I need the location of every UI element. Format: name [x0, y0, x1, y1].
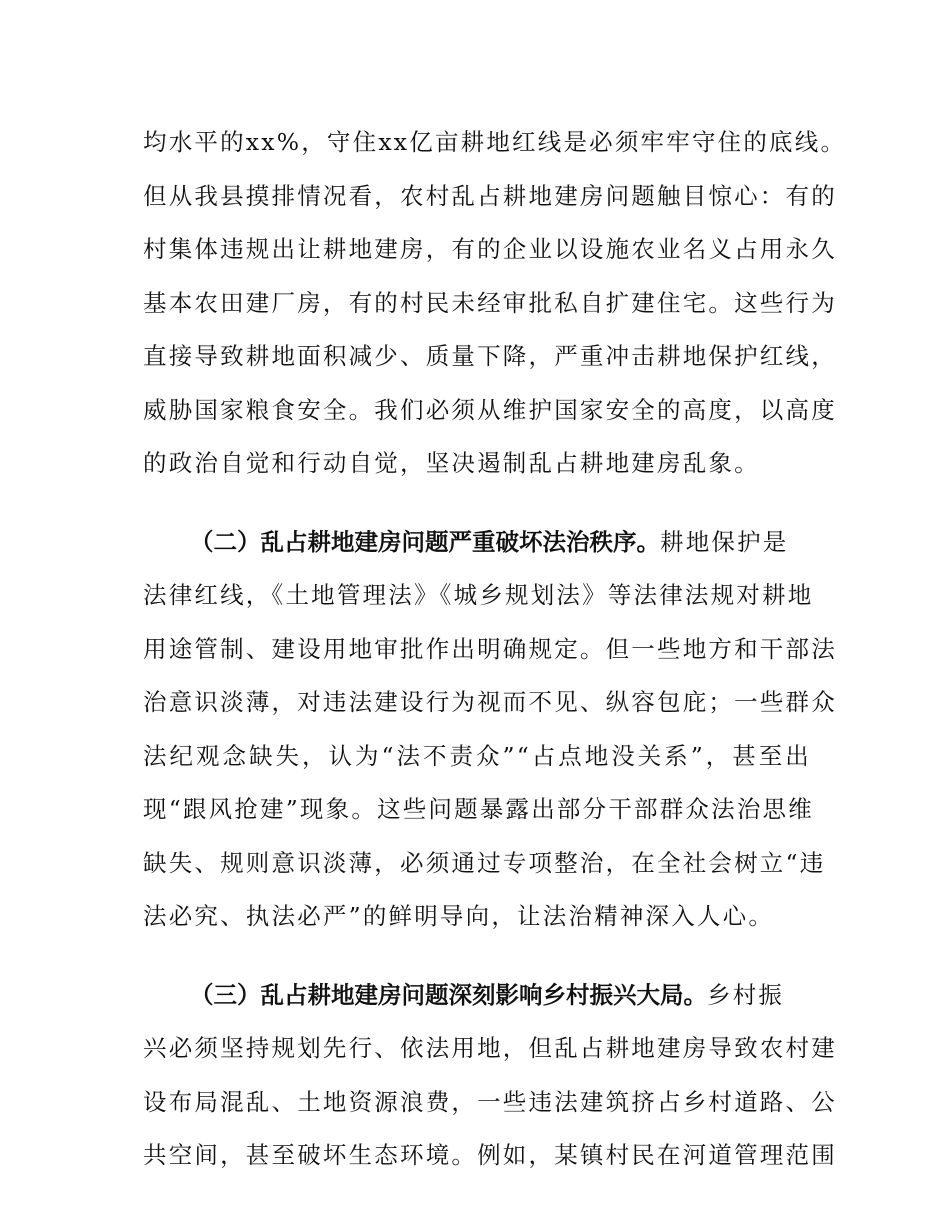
paragraph-1 — [143, 116, 847, 491]
text-line: 村集体违规出让耕地建房，有的企业以设施农业名义占用永久 — [143, 235, 837, 263]
section-heading: （二）乱占耕地建房问题严重破坏法治秩序。 — [190, 527, 660, 556]
text-line: 但从我县摸排情况看，农村乱占耕地建房问题触目惊心：有的 — [143, 181, 837, 210]
text-line: 均水平的xx%，守住xx亿亩耕地红线是必须牢牢守住的底线。 — [143, 128, 847, 156]
text-line: 缺失、规则意识淡薄，必须通过专项整治，在全社会树立“违 — [143, 848, 826, 877]
text-line: 法纪观念缺失，认为“法不责众”“占点地没关系”，甚至出 — [143, 741, 811, 770]
text-line: 共空间，甚至破坏生态环境。例如，某镇村民在河道管理范围 — [143, 1141, 837, 1169]
document-body — [143, 116, 847, 1183]
paragraph-first-line — [143, 969, 811, 1023]
text-run: 耕地保护是 — [660, 527, 789, 556]
text-line: 兴必须坚持规划先行、依法用地，但乱占耕地建房导致农村建 — [143, 1034, 837, 1062]
text-line: 用途管制、建设用地审批作出明确规定。但一些地方和干部法 — [143, 634, 837, 663]
paragraph-3 — [143, 969, 837, 1183]
paragraph-first-line — [143, 516, 811, 570]
text-line: 直接导致耕地面积减少、质量下降，严重冲击耕地保护红线， — [143, 342, 837, 370]
text-line: 法律红线，《土地管理法》《城乡规划法》等法律法规对耕地 — [143, 581, 814, 609]
paragraph-2 — [143, 516, 837, 944]
text-line: 设布局混乱、土地资源浪费，一些违法建筑挤占乡村道路、公 — [143, 1087, 837, 1116]
text-line: 现“跟风抢建”现象。这些问题暴露出部分干部群众法治思维 — [143, 795, 814, 823]
section-heading: （三）乱占耕地建房问题深刻影响乡村振兴大局。 — [190, 980, 707, 1009]
text-line: 威胁国家粮食安全。我们必须从维护国家安全的高度，以高度 — [143, 395, 837, 424]
text-line: 基本农田建厂房，有的村民未经审批私自扩建住宅。这些行为 — [143, 288, 837, 317]
text-line: 的政治自觉和行动自觉，坚决遏制乱占耕地建房乱象。 — [143, 449, 760, 477]
text-run: 乡村振 — [707, 980, 785, 1009]
text-line: 法必究、执法必严”的鲜明导向，让法治精神深入人心。 — [143, 902, 775, 930]
text-line: 治意识淡薄，对违法建设行为视而不见、纵容包庇；一些群众 — [143, 688, 837, 716]
